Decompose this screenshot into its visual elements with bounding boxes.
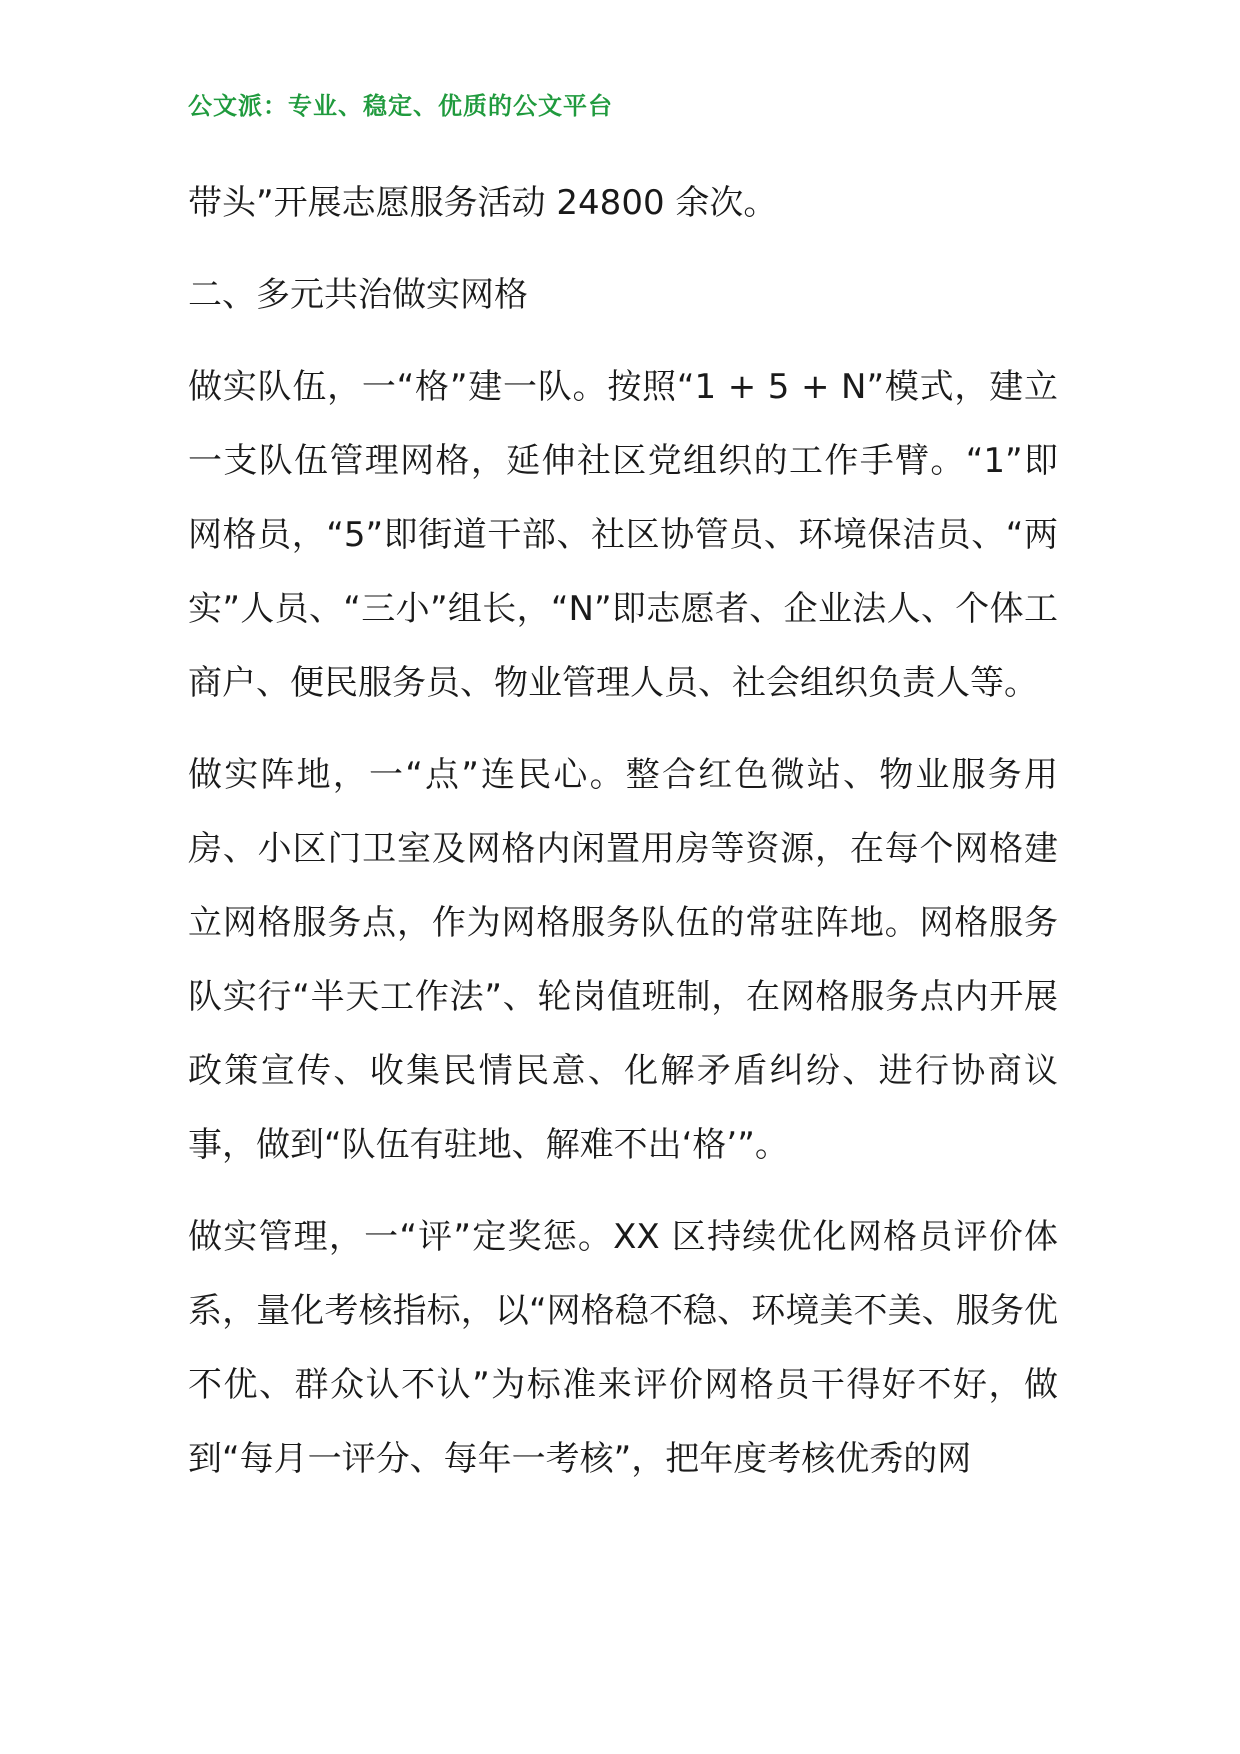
page-header: 公文派：专业、稳定、优质的公文平台 bbox=[188, 92, 613, 120]
paragraph-team: 做实队伍，一“格”建一队。按照“1 + 5 + N”模式，建立一支队伍管理网格，延伸社区党组织的工作手臂。“1”即网格员，“5”即街道干部、社区协管员、环境保洁员、“两实”人员、“三小”组长，“N”即志愿者、企业法人、个体工商户、便民服务员、物业管理人员、社会组织负责人等。 bbox=[188, 367, 1058, 703]
document-body bbox=[188, 166, 1058, 1496]
section-heading: 二、多元共治做实网格 bbox=[188, 275, 528, 315]
paragraph-position: 做实阵地，一“点”连民心。整合红色微站、物业服务用房、小区门卫室及网格内闲置用房等资源，在每个网格建立网格服务点，作为网格服务队伍的常驻阵地。网格服务队实行“半天工作法”、轮岗值班制，在网格服务点内开展政策宣传、收集民情民意、化解矛盾纠纷、进行协商议事，做到“队伍有驻地、解难不出‘格’”。 bbox=[188, 755, 1058, 1165]
paragraph-management: 做实管理，一“评”定奖惩。XX 区持续优化网格员评价体系，量化考核指标，以“网格稳不稳、环境美不美、服务优不优、群众认不认”为标准来评价网格员干得好不好，做到“每月一评分、每年一考核”，把年度考核优秀的网 bbox=[188, 1217, 1058, 1479]
paragraph-continuation: 带头”开展志愿服务活动 24800 余次。 bbox=[188, 183, 778, 223]
